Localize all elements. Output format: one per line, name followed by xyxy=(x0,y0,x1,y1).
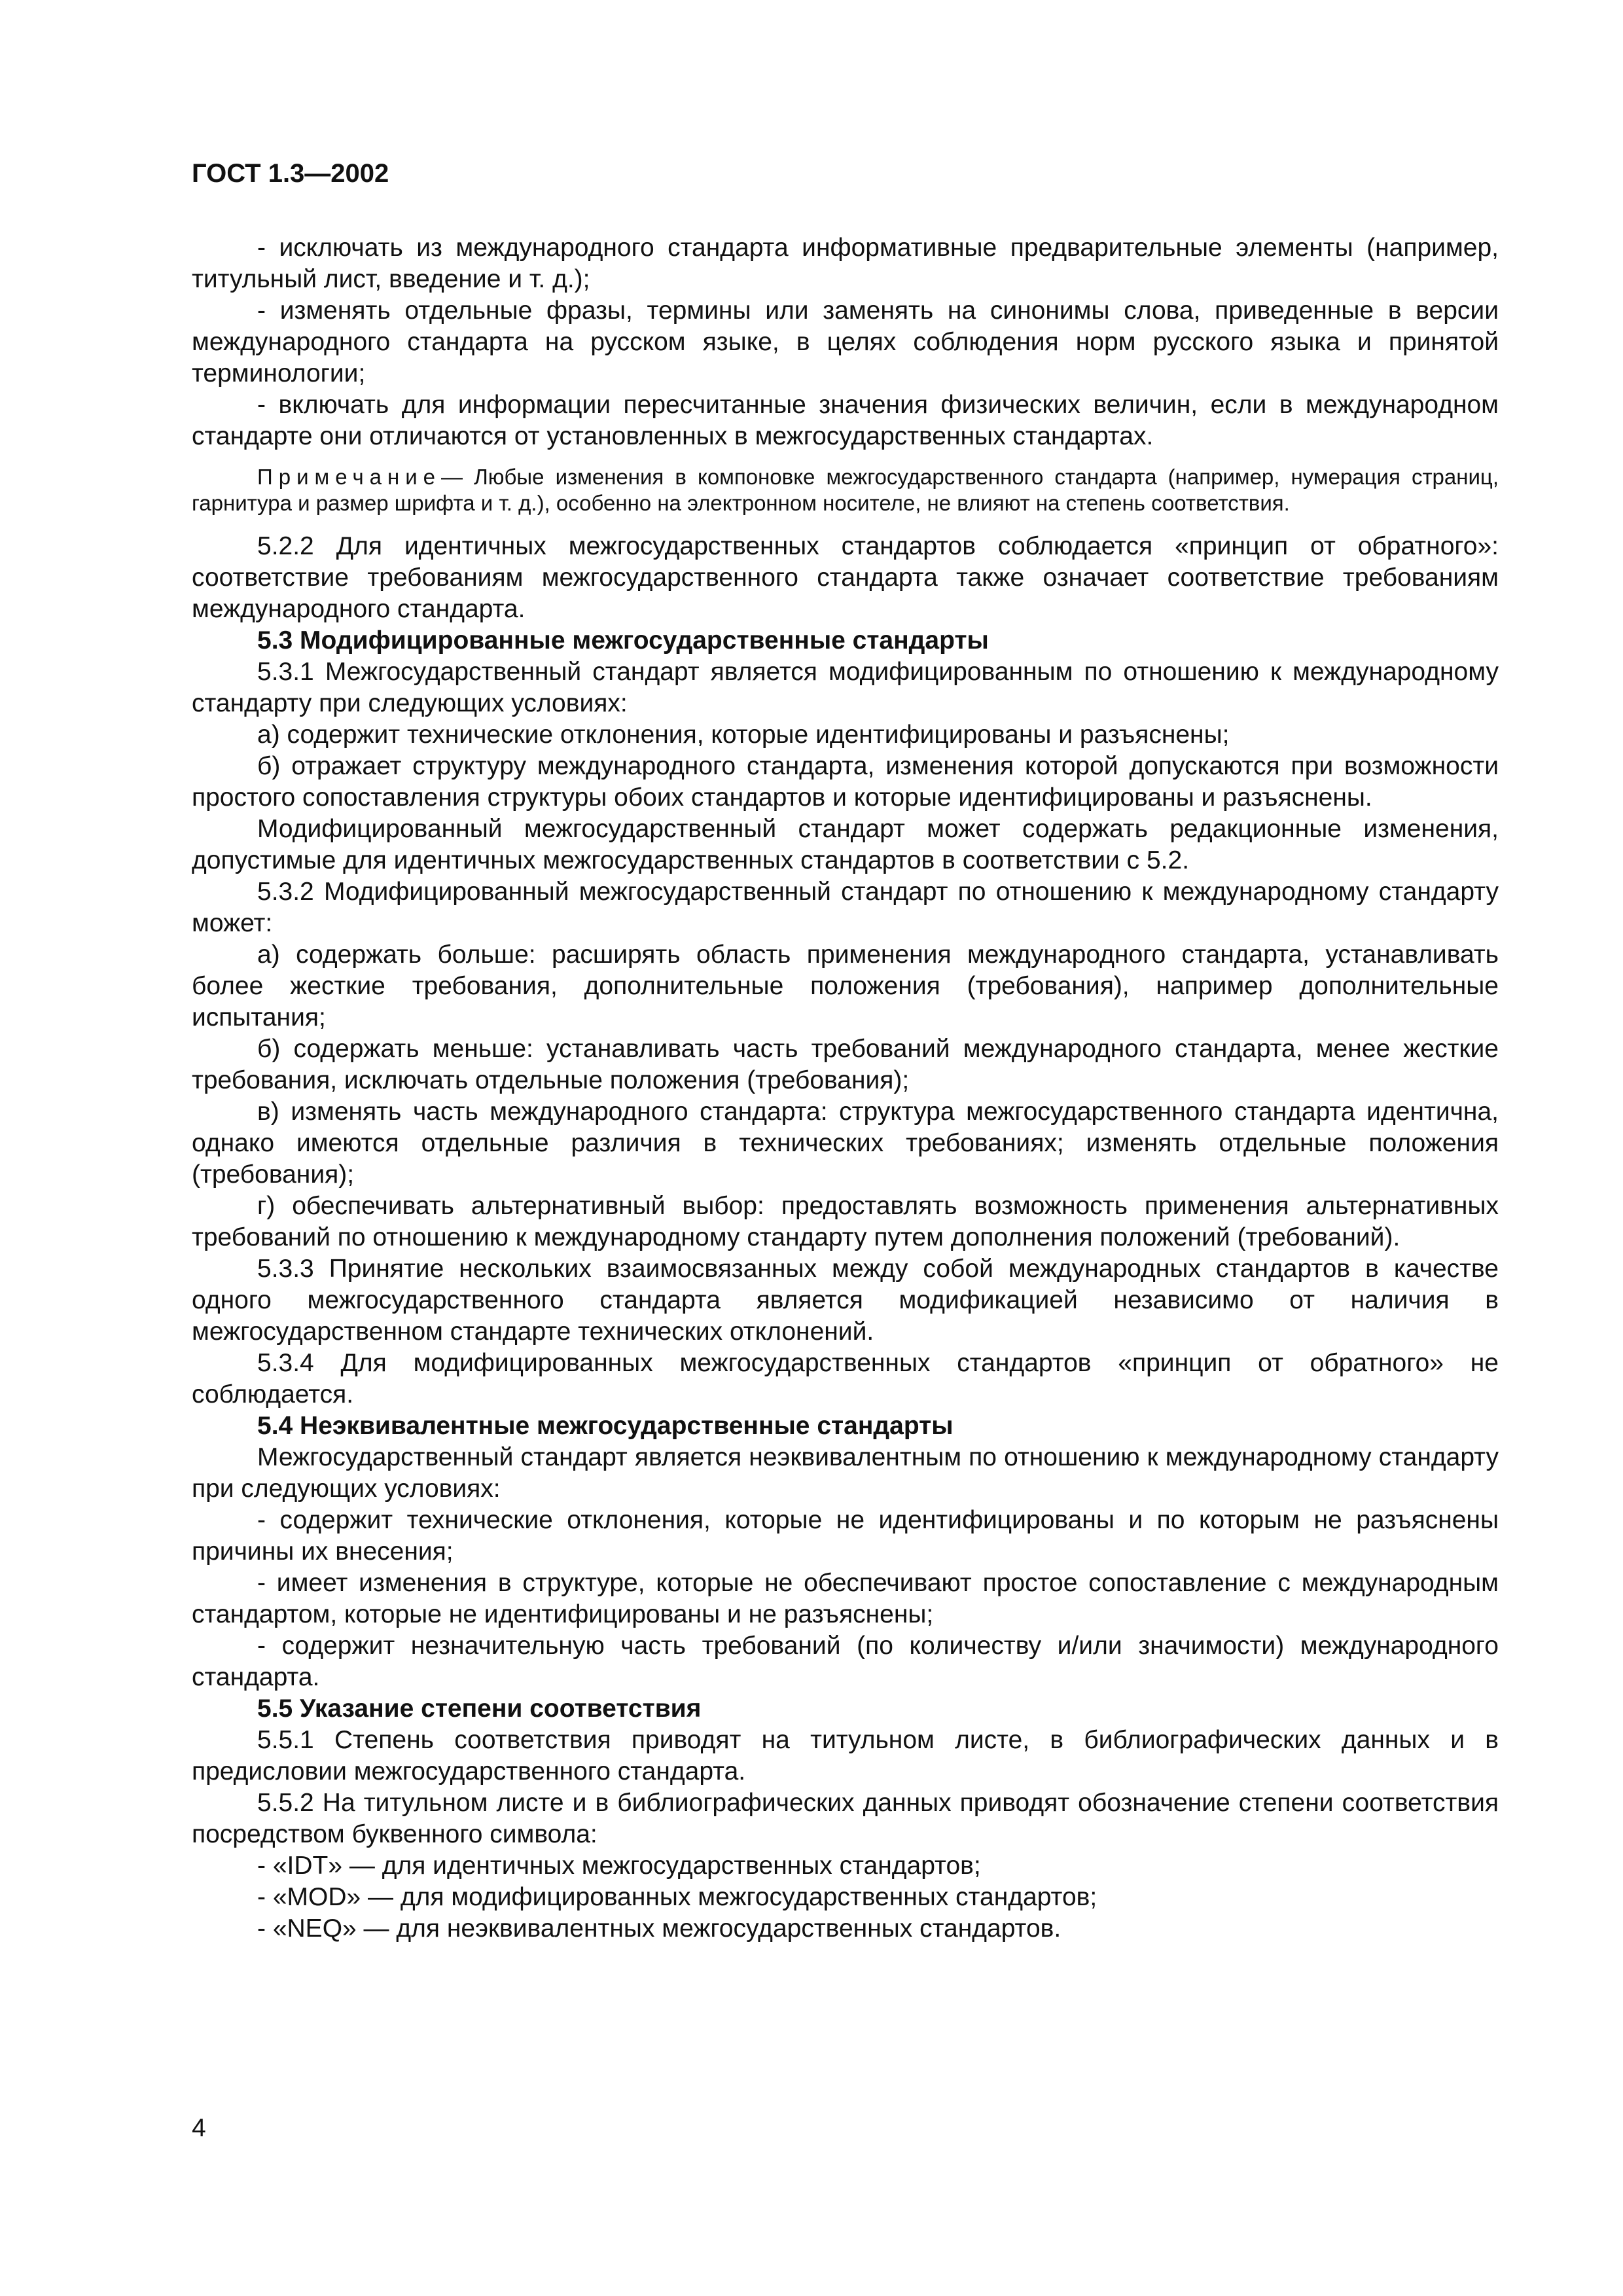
paragraph: а) содержит технические отклонения, которые идентифицированы и разъяснены; xyxy=(257,721,1230,749)
paragraph: - включать для информации пересчитанные значения физических величин, если в международном стандарте они отличаются от установленных в межгосударственных стандартах. xyxy=(192,391,1499,450)
page-number: 4 xyxy=(192,2114,206,2142)
paragraph: - «NEQ» — для неэквивалентных межгосударственных стандартов. xyxy=(257,1914,1061,1943)
paragraph: а) содержать больше: расширять область применения международного стандарта, устанавливать более жесткие требования, дополнительные положения (требования), например дополнительные испытания; xyxy=(192,941,1499,1031)
paragraph: - «MOD» — для модифицированных межгосударственных стандартов; xyxy=(257,1883,1097,1911)
paragraph: - имеет изменения в структуре, которые не обеспечивают простое сопоставление с международным стандартом, которые не идентифицированы и не разъяснены; xyxy=(192,1569,1499,1628)
paragraph: в) изменять часть международного стандарта: структура межгосударственного стандарта идентична, однако имеются отдельные различия в технических требованиях; изменять отдельные положения (требования); xyxy=(192,1098,1499,1189)
paragraph: б) содержать меньше: устанавливать часть требований международного стандарта, менее жесткие требования, исключать отдельные положения (требования); xyxy=(192,1035,1499,1094)
section-heading: 5.4 Неэквивалентные межгосударственные стандарты xyxy=(257,1412,954,1440)
note xyxy=(192,464,1499,516)
paragraph: г) обеспечивать альтернативный выбор: предоставлять возможность применения альтернативных требований по отношению к международному стандарту путем дополнения положений (требований). xyxy=(192,1192,1499,1251)
paragraph: 5.3.3 Принятие нескольких взаимосвязанных между собой международных стандартов в качестве одного межгосударственного стандарта является модификацией независимо от наличия в межгосударственном стандарте технических отклонений. xyxy=(192,1255,1499,1346)
paragraph: 5.3.4 Для модифицированных межгосударственных стандартов «принцип от обратного» не соблюдается. xyxy=(192,1349,1499,1408)
paragraph: - «IDT» — для идентичных межгосударственных стандартов; xyxy=(257,1852,981,1880)
paragraph: Модифицированный межгосударственный стандарт может содержать редакционные изменения, допустимые для идентичных межгосударственных стандартов в соответствии с 5.2. xyxy=(192,815,1499,874)
note-label: Примечание xyxy=(257,465,442,489)
paragraph: - изменять отдельные фразы, термины или заменять на синонимы слова, приведенные в версии международного стандарта на русском языке, в целях соблюдения норм русского языка и принятой терминологии; xyxy=(192,296,1499,387)
note-text: — Любые изменения в компоновке межгосударственного стандарта (например, нумерация страниц, гарнитура и размер шрифта и т. д.), особенно на электронном носителе, не влияют на степень соответствия. xyxy=(192,465,1499,515)
paragraph: - содержит технические отклонения, которые не идентифицированы и по которым не разъяснены причины их внесения; xyxy=(192,1506,1499,1566)
document-header: ГОСТ 1.3—2002 xyxy=(192,159,389,188)
section-heading: 5.5 Указание степени соответствия xyxy=(257,1695,702,1723)
paragraph: - исключать из международного стандарта информативные предварительные элементы (например, титульный лист, введение и т. д.); xyxy=(192,234,1499,293)
paragraph: 5.3.1 Межгосударственный стандарт является модифицированным по отношению к международному стандарту при следующих условиях: xyxy=(192,658,1499,717)
section-heading: 5.3 Модифицированные межгосударственные стандарты xyxy=(257,626,989,655)
paragraph: 5.3.2 Модифицированный межгосударственный стандарт по отношению к международному стандарту может: xyxy=(192,878,1499,937)
document-body xyxy=(192,232,1499,1945)
paragraph: 5.5.1 Степень соответствия приводят на титульном листе, в библиографических данных и в предисловии межгосударственного стандарта. xyxy=(192,1726,1499,1785)
paragraph: Межгосударственный стандарт является неэквивалентным по отношению к международному стандарту при следующих условиях: xyxy=(192,1443,1499,1503)
paragraph: - содержит незначительную часть требований (по количеству и/или значимости) международного стандарта. xyxy=(192,1632,1499,1691)
paragraph: 5.5.2 На титульном листе и в библиографических данных приводят обозначение степени соответствия посредством буквенного символа: xyxy=(192,1789,1499,1848)
paragraph: 5.2.2 Для идентичных межгосударственных стандартов соблюдается «принцип от обратного»: соответствие требованиям межгосударственного стандарта также означает соответствие требованиям международного стандарта. xyxy=(192,532,1499,623)
paragraph: б) отражает структуру международного стандарта, изменения которой допускаются при возможности простого сопоставления структуры обоих стандартов и которые идентифицированы и разъяснены. xyxy=(192,752,1499,812)
